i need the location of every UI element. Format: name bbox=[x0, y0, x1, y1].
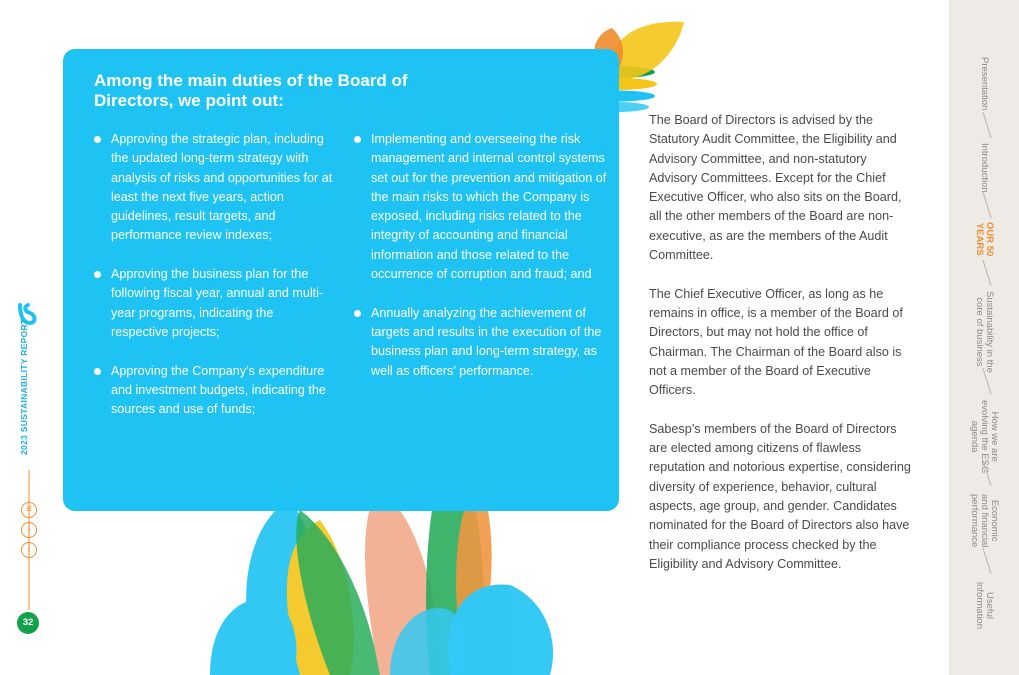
page-number: 32 bbox=[17, 612, 39, 634]
chapter-nav bbox=[949, 0, 1019, 675]
report-label: 2023 SUSTAINABILITY REPORT bbox=[19, 318, 29, 455]
list-item: Approving the business plan for the following fiscal year, annual and multi-year programs, indicating the respective projects; bbox=[94, 265, 334, 342]
duties-list-left bbox=[94, 130, 334, 439]
chevron-left-icon[interactable]: ‹ bbox=[21, 542, 37, 558]
nav-label: Introduction bbox=[979, 143, 990, 193]
nav-label: Sustainability in the core of business bbox=[974, 291, 995, 373]
list-item: Implementing and overseeing the risk management and internal control systems set out for the prevention and mitigation of the main risks to which the Company is exposed, including risks related to the integrity of accounting and financial information and those related to the occurrence of corruption and fraud; and bbox=[354, 130, 610, 284]
nav-dividers bbox=[949, 0, 1019, 675]
duties-list-right bbox=[354, 130, 610, 400]
nav-label: OUR 50 YEARS bbox=[974, 222, 995, 257]
paragraph: The Board of Directors is advised by the Statutory Audit Committee, the Eligibility and Advisory Committee, and non-statutory Advisory Committees. Except for the Chief Executive Officer, who also sits on the Board, all the other members of the Board are non-executive, as are the members of the Audit Committee. bbox=[649, 113, 902, 263]
list-item: Approving the Company’s expenditure and investment budgets, indicating the sources and use of funds; bbox=[94, 362, 334, 420]
nav-label: Useful information bbox=[974, 582, 995, 629]
nav-label: Presentation bbox=[979, 57, 990, 111]
paragraph: The Chief Executive Officer, as long as he remains in office, is a member of the Board of Directors, but may not hold the office of Chairman. The Chairman of the Board also is not a member of the Board of Executive Officers. bbox=[649, 286, 903, 398]
list-item: Annually analyzing the achievement of targets and results in the execution of the business plan and long-term strategy, as well as officers’ performance. bbox=[354, 304, 610, 381]
list-item: Approving the strategic plan, including the updated long-term strategy with analysis of risks and opportunities for at least the next five years, action guidelines, result targets, and performance review indexes; bbox=[94, 130, 334, 246]
rail-line bbox=[28, 470, 30, 610]
duties-heading: Among the main duties of the Board of Directors, we point out: bbox=[94, 71, 408, 110]
menu-icon[interactable]: ≡ bbox=[21, 502, 37, 518]
paragraph: Sabesp’s members of the Board of Directors are elected among citizens of flawless reputation and notorious expertise, considering diversity of experience, behavior, cultural aspects, age group, and gender. Candidates nominated for the Board of Directors also have their compliance process checked by the Eligibility and Advisory Committee. bbox=[649, 421, 911, 571]
duties-box bbox=[63, 49, 619, 511]
chevron-right-icon[interactable]: › bbox=[21, 522, 37, 538]
nav-label: How we are evolving the agenda bbox=[969, 400, 1000, 462]
nav-label: Economic and financial performance bbox=[969, 494, 1000, 548]
board-description bbox=[649, 111, 917, 593]
